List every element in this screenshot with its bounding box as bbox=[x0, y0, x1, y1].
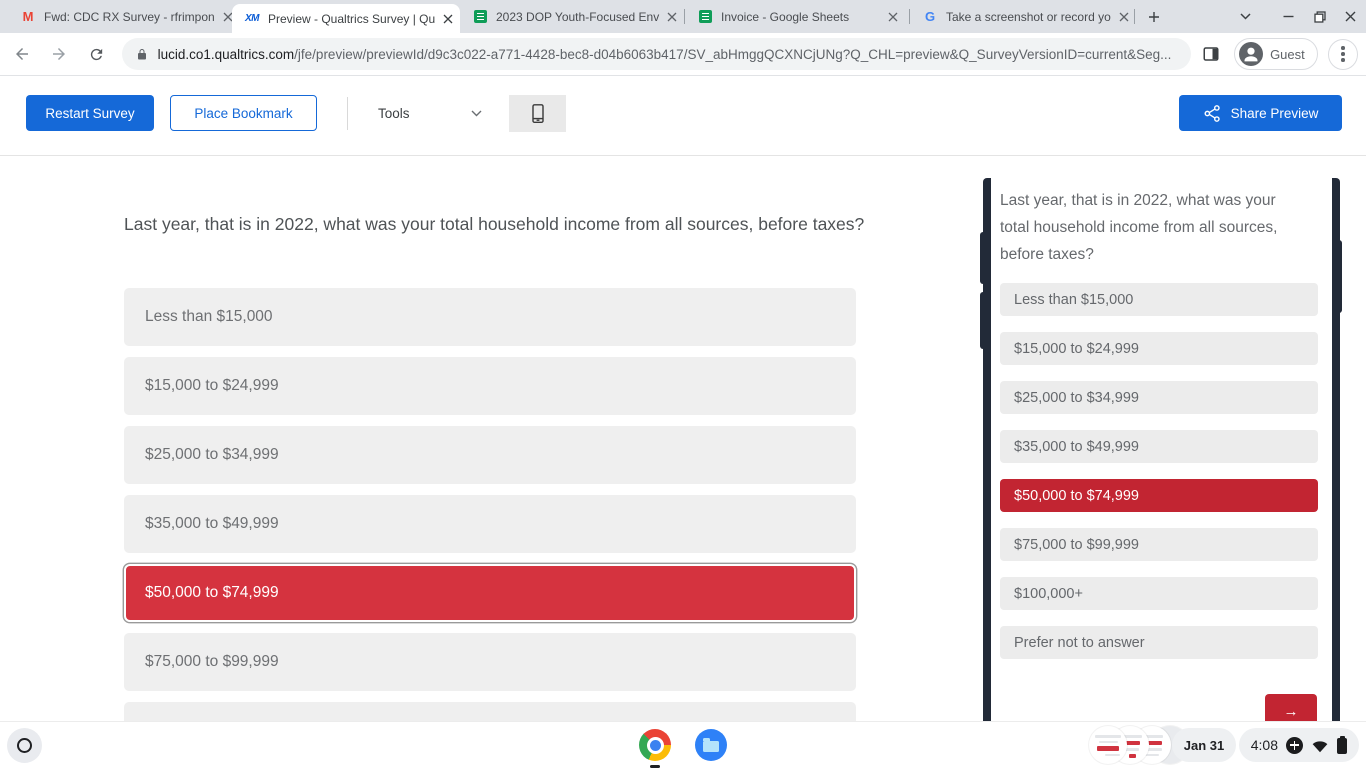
option-50000-74999-selected[interactable]: $50,000 to $74,999 bbox=[124, 564, 856, 622]
active-app-indicator bbox=[650, 765, 660, 768]
forward-button[interactable] bbox=[43, 38, 74, 70]
option-50000-74999-selected[interactable]: $50,000 to $74,999 bbox=[1000, 479, 1318, 512]
tab-title: Preview - Qualtrics Survey | Qu bbox=[268, 11, 436, 26]
side-panel-button[interactable] bbox=[1197, 38, 1226, 70]
launcher-icon bbox=[17, 738, 32, 753]
smartphone-icon bbox=[528, 101, 548, 127]
address-bar[interactable] bbox=[122, 38, 1191, 70]
tab-gmail[interactable] bbox=[8, 0, 232, 33]
option-less-than-15000[interactable]: Less than $15,000 bbox=[1000, 283, 1318, 316]
option-75000-99999[interactable]: $75,000 to $99,999 bbox=[124, 633, 856, 691]
tab-separator bbox=[1134, 9, 1135, 24]
tools-label: Tools bbox=[378, 105, 410, 121]
mobile-view-toggle[interactable] bbox=[509, 95, 566, 132]
tab-title: Invoice - Google Sheets bbox=[721, 9, 850, 24]
notification-badge-icon bbox=[1286, 737, 1303, 754]
share-icon bbox=[1203, 104, 1222, 123]
tab-title: Take a screenshot or record yo bbox=[946, 9, 1111, 24]
close-icon[interactable] bbox=[1119, 9, 1129, 25]
option-75000-99999[interactable]: $75,000 to $99,999 bbox=[1000, 528, 1318, 561]
browser-menu-button[interactable] bbox=[1328, 39, 1358, 70]
option-prefer-not-to-answer[interactable]: Prefer not to answer bbox=[1000, 626, 1318, 659]
launcher-button[interactable] bbox=[7, 728, 42, 763]
mobile-option-list bbox=[1000, 283, 1318, 675]
divider bbox=[347, 97, 348, 130]
chrome-app-icon[interactable] bbox=[639, 729, 671, 761]
phone-side-button bbox=[1336, 240, 1342, 313]
share-preview-button[interactable] bbox=[1179, 95, 1342, 131]
window-close-button[interactable] bbox=[1335, 0, 1366, 33]
option-25000-34999[interactable]: $25,000 to $34,999 bbox=[124, 426, 856, 484]
tab-sheets-invoice[interactable] bbox=[685, 0, 909, 33]
files-app-icon[interactable] bbox=[695, 729, 727, 761]
url-text: lucid.co1.qualtrics.com/jfe/preview/previewId/d9c3c022-a771-4428-bec8-d04b6063b417/SV_abHmggQCXNCjUNg?Q_CHL=preview&Q_SurveyVersionID=current&Seg... bbox=[157, 46, 1172, 62]
place-bookmark-button[interactable]: Place Bookmark bbox=[170, 95, 317, 131]
wifi-icon bbox=[1311, 738, 1329, 753]
os-shelf bbox=[0, 721, 1366, 768]
close-icon[interactable] bbox=[443, 11, 453, 27]
window-minimize-button[interactable] bbox=[1273, 0, 1304, 33]
reload-button[interactable] bbox=[80, 38, 111, 70]
close-icon[interactable] bbox=[667, 9, 677, 25]
tab-search-chevron-icon[interactable] bbox=[1231, 0, 1259, 33]
tab-google-search[interactable] bbox=[910, 0, 1134, 33]
tab-strip bbox=[0, 0, 1366, 33]
question-text-mobile: Last year, that is in 2022, what was your total household income from all sources, before taxes? bbox=[1000, 192, 1278, 263]
close-icon[interactable] bbox=[885, 9, 901, 25]
phone-side-button bbox=[980, 292, 986, 349]
status-tray[interactable] bbox=[1239, 728, 1359, 762]
tab-sheets-dop[interactable] bbox=[460, 0, 684, 33]
option-25000-34999[interactable]: $25,000 to $34,999 bbox=[1000, 381, 1318, 414]
option-35000-49999[interactable]: $35,000 to $49,999 bbox=[124, 495, 856, 553]
plus-icon bbox=[1148, 11, 1160, 23]
lock-icon bbox=[136, 47, 148, 62]
option-15000-24999[interactable]: $15,000 to $24,999 bbox=[1000, 332, 1318, 365]
option-less-than-15000[interactable]: Less than $15,000 bbox=[124, 288, 856, 346]
sheets-icon bbox=[472, 9, 488, 25]
next-button[interactable]: → bbox=[1265, 694, 1317, 728]
tab-title: Fwd: CDC RX Survey - rfrimpon bbox=[44, 9, 215, 24]
date-pill[interactable]: Jan 31 bbox=[1172, 728, 1236, 762]
tools-dropdown[interactable] bbox=[378, 95, 482, 131]
google-icon: G bbox=[924, 9, 936, 24]
share-label: Share Preview bbox=[1230, 105, 1319, 121]
screenshot-thumbnail[interactable] bbox=[1089, 726, 1127, 764]
tab-title: 2023 DOP Youth-Focused Env bbox=[496, 9, 660, 24]
option-15000-24999[interactable]: $15,000 to $24,999 bbox=[124, 357, 856, 415]
avatar bbox=[1239, 42, 1263, 66]
gmail-icon: M bbox=[22, 9, 34, 24]
phone-side-button bbox=[980, 232, 986, 284]
folder-icon bbox=[703, 741, 719, 752]
browser-toolbar bbox=[0, 33, 1366, 76]
profile-label: Guest bbox=[1270, 46, 1305, 62]
desktop-option-list bbox=[124, 288, 856, 771]
chevron-down-icon bbox=[471, 110, 482, 117]
xm-icon: XM bbox=[245, 13, 259, 24]
tab-qualtrics-preview[interactable] bbox=[232, 4, 460, 33]
clock: 4:08 bbox=[1250, 737, 1278, 753]
option-35000-49999[interactable]: $35,000 to $49,999 bbox=[1000, 430, 1318, 463]
profile-button[interactable] bbox=[1234, 38, 1318, 70]
preview-header bbox=[0, 76, 1366, 156]
back-button[interactable] bbox=[6, 38, 37, 70]
restart-survey-button[interactable]: Restart Survey bbox=[26, 95, 154, 131]
option-100000-plus[interactable]: $100,000+ bbox=[1000, 577, 1318, 610]
sheets-icon bbox=[697, 9, 713, 25]
question-text: Last year, that is in 2022, what was your total household income from all sources, before taxes? bbox=[124, 214, 865, 234]
survey-preview-content bbox=[0, 156, 1366, 721]
new-tab-button[interactable] bbox=[1141, 4, 1167, 30]
battery-icon bbox=[1337, 738, 1347, 754]
window-restore-button[interactable] bbox=[1304, 0, 1335, 33]
